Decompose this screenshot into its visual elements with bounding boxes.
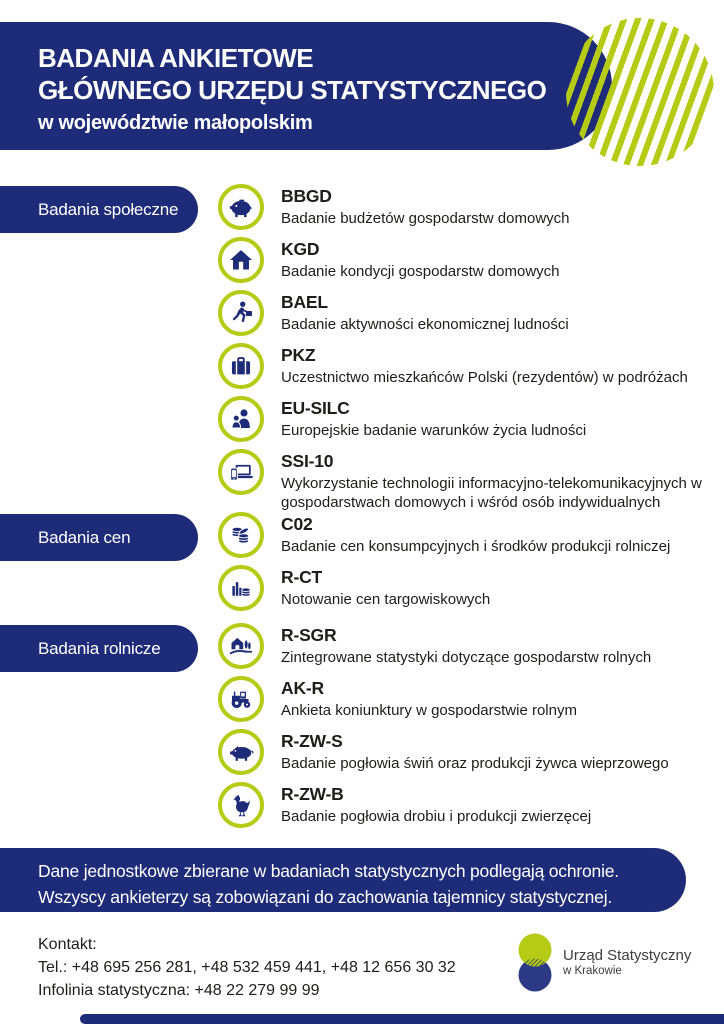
- survey-icon-circle: [218, 343, 264, 389]
- contact-phones: Tel.: +48 695 256 281, +48 532 459 441, +48 12 656 30 32: [38, 959, 456, 976]
- farm-icon: [227, 632, 255, 660]
- survey-item-text: [281, 623, 651, 667]
- survey-item: [218, 290, 710, 336]
- survey-item-text: [281, 449, 710, 512]
- suitcase-icon: [227, 352, 255, 380]
- house-icon: [227, 246, 255, 274]
- survey-code: R-CT: [281, 567, 322, 587]
- survey-item: [218, 782, 710, 828]
- survey-item: [218, 676, 710, 722]
- survey-item-text: [281, 782, 591, 826]
- hen-icon: [227, 791, 255, 819]
- survey-item-text: [281, 676, 577, 720]
- survey-description: Zintegrowane statystyki dotyczące gospodarstw rolnych: [281, 649, 652, 666]
- survey-icon-circle: [218, 512, 264, 558]
- survey-item-text: [281, 512, 670, 556]
- survey-description: Badanie aktywności ekonomicznej ludności: [281, 316, 569, 333]
- office-logo-icon: [517, 933, 553, 993]
- survey-code: PKZ: [281, 345, 316, 365]
- survey-icon-circle: [218, 729, 264, 775]
- contact-heading: Kontakt:: [38, 936, 97, 953]
- survey-item-text: [281, 396, 586, 440]
- survey-description: Uczestnictwo mieszkańców Polski (rezydentów) w podróżach: [281, 369, 688, 386]
- survey-icon-circle: [218, 290, 264, 336]
- survey-icon-circle: [218, 782, 264, 828]
- survey-item-text: [281, 290, 569, 334]
- survey-item: [218, 449, 710, 512]
- survey-code: C02: [281, 514, 313, 534]
- survey-code: AK-R: [281, 678, 324, 698]
- survey-item: [218, 343, 710, 389]
- survey-description: Badanie pogłowia świń oraz produkcji żywca wieprzowego: [281, 755, 669, 772]
- market-chart-icon: [227, 574, 255, 602]
- survey-description: Europejskie badanie warunków życia ludności: [281, 422, 587, 439]
- survey-description: Badanie pogłowia drobiu i produkcji zwierzęcej: [281, 808, 592, 825]
- privacy-line1: Dane jednostkowe zbierane w badaniach statystycznych podlegają ochronie.: [38, 861, 619, 881]
- office-logo-text: [563, 933, 691, 978]
- survey-code: SSI-10: [281, 451, 334, 471]
- survey-list-social: [218, 184, 710, 519]
- survey-icon-circle: [218, 184, 264, 230]
- section-label-badania-rolnicze: Badania rolnicze: [0, 625, 198, 672]
- survey-code: BAEL: [281, 292, 328, 312]
- survey-item: [218, 623, 710, 669]
- survey-icon-circle: [218, 676, 264, 722]
- survey-item-text: [281, 565, 490, 609]
- poster-title-line2: GŁÓWNEGO URZĘDU STATYSTYCZNEGO: [38, 75, 547, 105]
- survey-description: Badanie kondycji gospodarstw domowych: [281, 263, 560, 280]
- survey-item-text: [281, 729, 669, 773]
- running-worker-icon: [227, 299, 255, 327]
- survey-item: [218, 565, 710, 611]
- survey-icon-circle: [218, 565, 264, 611]
- survey-item-text: [281, 184, 570, 228]
- survey-code: R-ZW-S: [281, 731, 343, 751]
- survey-description: Wykorzystanie technologii informacyjno-telekomunikacyjnych w gospodarstwach domowych i wśród osób indywidualnych: [281, 475, 702, 511]
- survey-item: [218, 184, 710, 230]
- people-icon: [227, 405, 255, 433]
- survey-code: R-ZW-B: [281, 784, 344, 804]
- section-label-badania-spoleczne: Badania społeczne: [0, 186, 198, 233]
- survey-code: R-SGR: [281, 625, 337, 645]
- survey-item-text: [281, 237, 560, 281]
- bottom-strip-decoration: [80, 1014, 724, 1024]
- survey-description: Notowanie cen targowiskowych: [281, 591, 491, 608]
- survey-icon-circle: [218, 623, 264, 669]
- pig-icon: [227, 738, 255, 766]
- contact-block: [38, 933, 456, 1002]
- survey-list-agriculture: [218, 623, 710, 835]
- poster-subtitle: w województwie małopolskim: [38, 112, 313, 134]
- coins-icon: [227, 521, 255, 549]
- survey-icon-circle: [218, 449, 264, 495]
- privacy-line2: Wszyscy ankieterzy są zobowiązani do zachowania tajemnicy statystycznej.: [38, 887, 613, 907]
- survey-icon-circle: [218, 396, 264, 442]
- survey-description: Badanie cen konsumpcyjnych i środków produkcji rolniczej: [281, 538, 671, 555]
- section-label-badania-cen: Badania cen: [0, 514, 198, 561]
- survey-item: [218, 237, 710, 283]
- survey-code: KGD: [281, 239, 320, 259]
- devices-icon: [227, 458, 255, 486]
- survey-item: [218, 512, 710, 558]
- survey-code: BBGD: [281, 186, 332, 206]
- survey-description: Badanie budżetów gospodarstw domowych: [281, 210, 570, 227]
- tractor-icon: [227, 685, 255, 713]
- office-location: w Krakowie: [563, 965, 622, 977]
- survey-item: [218, 396, 710, 442]
- survey-item-text: [281, 343, 688, 387]
- survey-list-prices: [218, 512, 710, 618]
- contact-infoline: Infolinia statystyczna: +48 22 279 99 99: [38, 982, 320, 999]
- survey-code: EU-SILC: [281, 398, 350, 418]
- office-name: Urząd Statystyczny: [563, 947, 692, 964]
- office-logo: [517, 933, 691, 993]
- piggy-bank-icon: [227, 193, 255, 221]
- survey-item: [218, 729, 710, 775]
- striped-circle-decoration-icon: [566, 18, 714, 166]
- poster-title-line1: BADANIA ANKIETOWE: [38, 43, 314, 73]
- survey-description: Ankieta koniunktury w gospodarstwie rolnym: [281, 702, 577, 719]
- survey-icon-circle: [218, 237, 264, 283]
- privacy-banner: [0, 848, 686, 912]
- header-banner: [0, 22, 612, 150]
